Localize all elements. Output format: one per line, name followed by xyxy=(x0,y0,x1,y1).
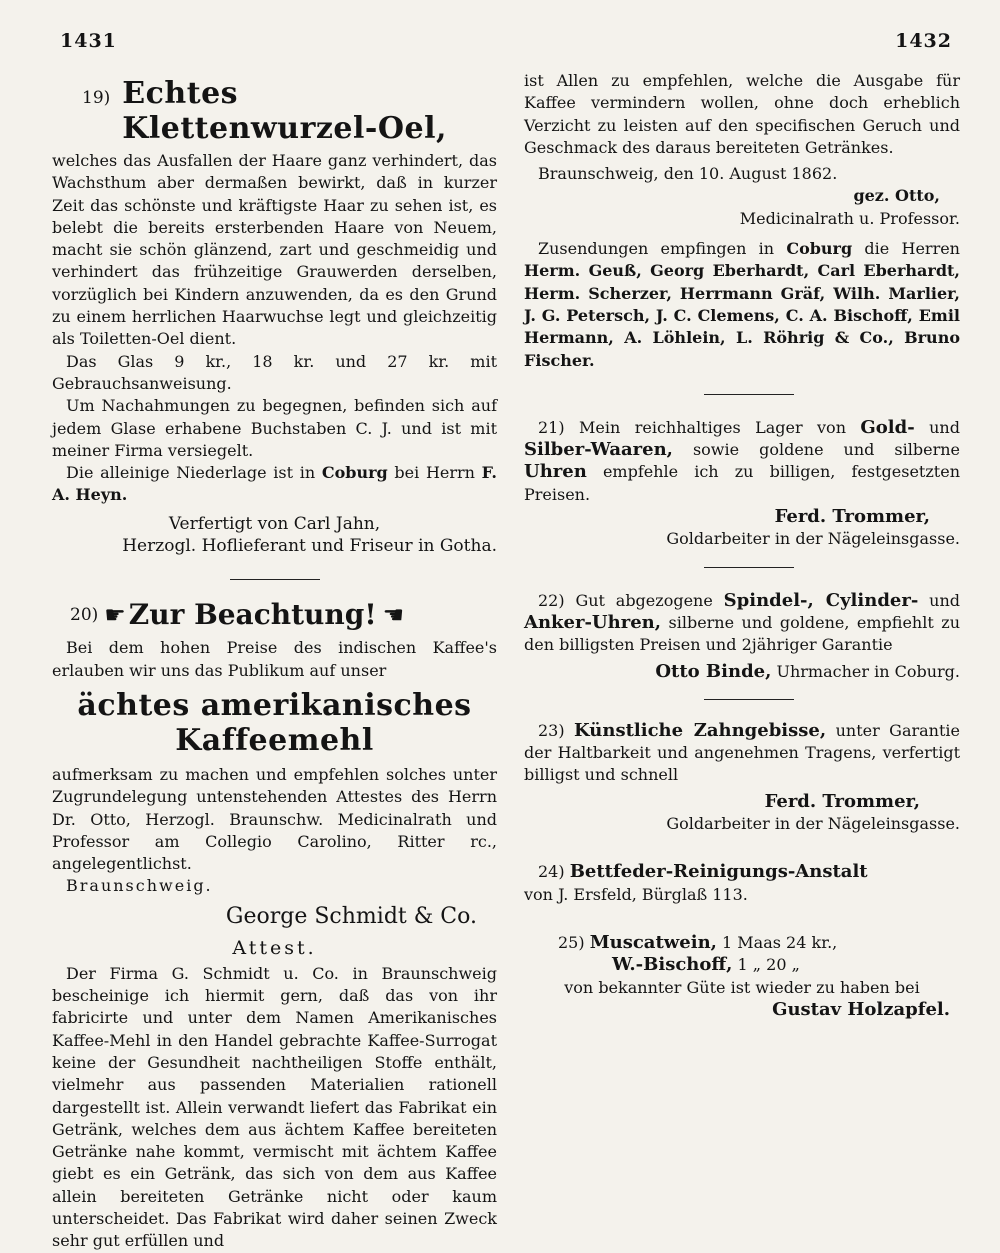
ad19-title: Echtes Klettenwurzel-Oel, xyxy=(122,76,447,146)
ad23-number: 23) xyxy=(538,720,565,740)
ad21-goods-2: Silber-Waaren, xyxy=(524,439,673,461)
ad22-body xyxy=(524,590,960,657)
ad23-signature-title: Goldarbeiter in der Nägeleinsgasse. xyxy=(666,814,960,834)
ad21-text-3: sowie goldene und silberne xyxy=(692,440,960,460)
ad20-signature xyxy=(524,185,940,207)
ad20-signature-title: Medicinalrath u. Professor. xyxy=(739,208,960,228)
ad19-depot-city: Coburg xyxy=(321,463,388,483)
ad19-maker: Verfertigt von Carl Jahn, xyxy=(168,513,381,534)
ad23-goods: Künstliche Zahngebisse, xyxy=(574,719,827,741)
ad20-title: Zur Beachtung! xyxy=(128,598,377,632)
ad24-number: 24) xyxy=(538,862,565,882)
ad22-signature-name: Otto Binde, xyxy=(655,660,772,682)
ad20-attest-continued: ist Allen zu empfehlen, welche die Ausgabe für Kaffee vermindern wollen, ohne doch erheblich Verzicht zu leisten auf den specifischen Geruch und Geschmack des daraus bereiteten Getränkes. xyxy=(524,71,960,157)
ad24-title: Bettfeder-Reinigungs-Anstalt xyxy=(569,861,868,883)
ad25-product-2: W.-Bischoff, xyxy=(612,954,733,976)
pointing-hand-right-icon: ☛ xyxy=(104,600,123,629)
page-number-left: 1431 xyxy=(60,30,117,52)
ad25-price-1: 1 Maas 24 kr., xyxy=(722,932,838,952)
ad20-agents xyxy=(524,238,960,372)
page-number-right: 1432 xyxy=(895,30,952,52)
ad20-heading xyxy=(70,598,497,631)
ad25-signature-name: Gustav Holzapfel. xyxy=(772,998,950,1020)
ad19-price: Das Glas 9 kr., 18 kr. und 27 kr. mit Gebrauchsanweisung. xyxy=(52,351,497,393)
ad20-number: 20) xyxy=(70,604,99,625)
ad21-text-1: Mein reichhaltiges Lager von xyxy=(579,417,846,437)
ad19-maker-title: Herzogl. Hoflieferant und Friseur in Gotha. xyxy=(122,536,497,557)
ad25-price-2: 1 „ 20 „ xyxy=(737,955,800,975)
ad20-date: Braunschweig, den 10. August 1862. xyxy=(538,164,838,184)
ad21-goods-3: Uhren xyxy=(524,461,587,483)
spacer xyxy=(524,230,960,238)
ad20-attest-body: Der Firma G. Schmidt u. Co. in Braunschweig bescheinige ich hiermit gern, daß das von ihr fabricirte und unter dem Namen Amerikanisches Kaffee-Mehl in den Handel gebrachte Kaffee-Surrogat keine der Gesundheit nachtheiligen Stoffe enthält, vielmehr aus passenden Materialien rationell dargestellt ist. Allein verwandt liefert das Fabrikat ein Getränk, welches dem aus ächtem Kaffee bereiteten Getränke nahe kommt, vermischt mit ächtem Kaffee giebt es ein Getränk, das sich von dem aus Kaffee allein bereiteten Getränke nicht oder kaum unterscheidet. Das Fabrikat wird daher seinen Zweck sehr gut erfüllen und xyxy=(52,963,497,1251)
divider xyxy=(230,579,320,580)
ad19-depot-name: F. A. Heyn. xyxy=(52,463,497,505)
pointing-hand-left-icon: ☚ xyxy=(382,600,402,629)
ad22-signature xyxy=(524,661,960,683)
ad20-agents-pre: Zusendungen empfingen in xyxy=(538,239,775,259)
ad20-intro: Bei dem hohen Preise des indischen Kaffee's erlauben wir uns das Publikum auf unser xyxy=(52,638,497,680)
ad23-text: unter Garantie der Haltbarkeit und angenehmen Tragens, verfertigt billigst und schnell xyxy=(524,720,960,785)
ad22-text-3: silberne und goldene, empfiehlt zu den billigsten Preisen und 2jähriger Garantie xyxy=(524,612,960,655)
ad19-depot-pre: Die alleinige Niederlage ist in xyxy=(66,463,316,483)
ad20-agents-city: Coburg xyxy=(786,239,853,259)
ad25-product-1: Muscatwein, xyxy=(589,931,717,953)
ad19-warning: Um Nachahmungen zu begegnen, befinden sich auf jedem Glase erhabene Buchstaben C. J. und ist mit meiner Firma versiegelt. xyxy=(52,396,497,460)
ad25-text: von bekannter Güte ist wieder zu haben bei xyxy=(564,977,920,997)
ad20-firm: George Schmidt & Co. xyxy=(225,903,477,929)
ad23-signature-name: Ferd. Trommer, xyxy=(764,790,920,812)
left-column xyxy=(52,70,497,1253)
ad22-number: 22) xyxy=(538,590,565,610)
ad20-agents-names: Herm. Geuß, Georg Eberhardt, Carl Eberhardt, Herm. Scherzer, Herrmann Gräf, Wilh. Marlier, J. G. Petersch, J. C. Clemens, C. A. Bischoff, Emil Hermann, A. Löhlein, L. Röhrig & Co., Bruno Fischer. xyxy=(524,261,960,370)
ad19-depot-mid: bei Herrn xyxy=(394,463,475,483)
ad20-brand: ächtes amerikanisches Kaffeemehl xyxy=(77,687,472,758)
ad25-line1 xyxy=(524,932,960,954)
ad20-agents-mid: die Herren xyxy=(864,239,960,259)
ad20-attest-title: Attest. xyxy=(232,936,317,959)
ad23-signature xyxy=(524,791,920,813)
ad22-text-1: Gut abgezogene xyxy=(575,590,713,610)
ad21-text-2: und xyxy=(929,417,960,437)
ad25-line2 xyxy=(524,954,960,976)
ad19-body: welches das Ausfallen der Haare ganz verhindert, das Wachsthum aber dermaßen bewirkt, daß in kurzer Zeit das schönste und kräftigste Haar zu sehen ist, es belebt die bereits ersterbenden Haare von Neuem, macht sie schön glänzend, zart und geschmeidig und verhindert das frühzeitige Grauwerden derselben, vorzüglich bei Kindern anzuwenden, da es den Grund zu einem herrlichen Haarwuchse legt und gleichzeitig als Toiletten-Oel dient. xyxy=(52,151,497,349)
ad21-text-4: empfehle ich zu billigen, festgesetzten Preisen. xyxy=(524,462,960,504)
ad24-body xyxy=(524,861,960,883)
divider xyxy=(704,567,794,568)
ad20-place: Braunschweig. xyxy=(66,876,213,896)
divider xyxy=(704,699,794,700)
ad25-signature xyxy=(524,999,950,1021)
ad24-text: von J. Ersfeld, Bürglaß 113. xyxy=(524,884,748,904)
spacer xyxy=(524,835,960,861)
ad19-depot xyxy=(52,462,497,507)
ad21-goods-1: Gold- xyxy=(860,416,915,438)
ad22-signature-rest: Uhrmacher in Coburg. xyxy=(776,661,960,681)
right-column xyxy=(524,70,960,1021)
divider xyxy=(704,394,794,395)
ad21-number: 21) xyxy=(538,417,565,437)
ad22-goods-2: Anker-Uhren, xyxy=(524,611,662,633)
ad20-signature-name: gez. Otto, xyxy=(853,186,940,206)
ad22-goods-1: Spindel-, Cylinder- xyxy=(723,589,919,611)
spacer xyxy=(524,906,960,932)
ad23-body xyxy=(524,720,960,787)
ad21-signature xyxy=(524,506,930,528)
ad21-body xyxy=(524,417,960,506)
ad21-signature-title: Goldarbeiter in der Nägeleinsgasse. xyxy=(666,529,960,549)
ad25-number: 25) xyxy=(558,932,585,952)
ad20-body: aufmerksam zu machen und empfehlen solches unter Zugrundelegung untenstehenden Attestes des Herrn Dr. Otto, Herzogl. Braunschw. Medicinalrath und Professor am Collegio Carolino, Ritter rc., angelegentlichst. xyxy=(52,764,497,874)
ad22-text-2: und xyxy=(929,590,960,610)
ad19-heading xyxy=(82,76,497,146)
ad21-signature-name: Ferd. Trommer, xyxy=(774,506,930,528)
ad19-number: 19) xyxy=(82,88,111,108)
